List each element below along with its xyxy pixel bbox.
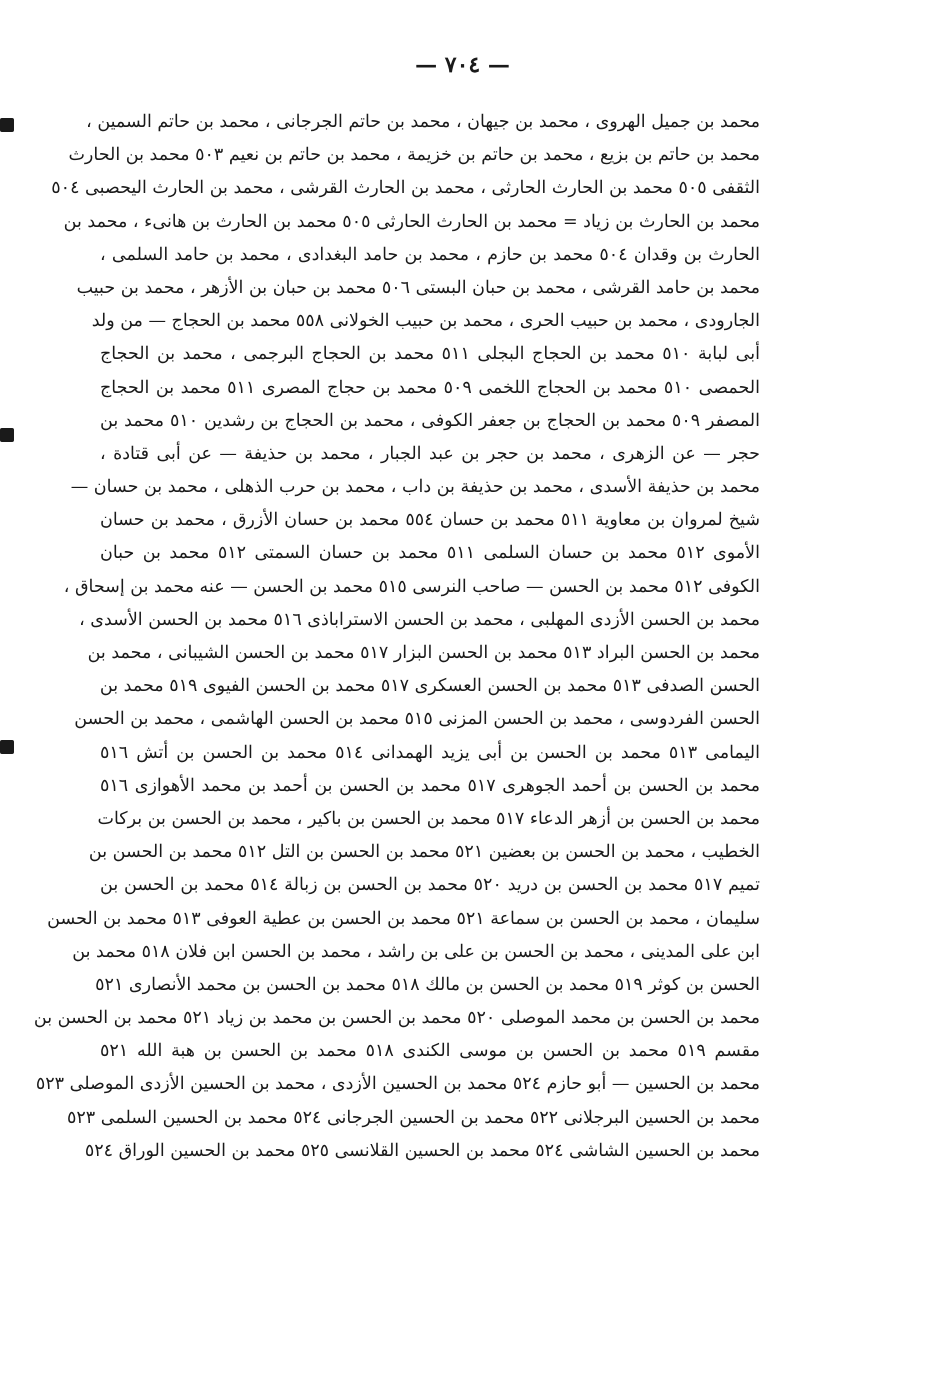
index-line: محمد بن الحارث بن زياد = محمد بن الحارث الحارثى ٥٠٥ محمد بن الحارث بن هانىء ، محمد بن: [63, 211, 760, 232]
index-line: محمد بن الحسن البراد ٥١٣ محمد بن الحسن البزار ٥١٧ محمد بن الحسن الشيبانى ، محمد بن: [87, 643, 760, 663]
index-line: الكوفى ٥١٢ محمد بن الحسن — صاحب النرسى ٥١٥ محمد بن الحسن — عنه محمد بن إسحاق ،: [63, 576, 760, 597]
index-line: الحارث بن وقدان ٥٠٤ محمد بن حازم ، محمد بن حامد البغدادى ، محمد بن حامد السلمى ،: [100, 244, 760, 265]
scan-mark-top: [0, 118, 14, 132]
index-line: ابن على المدينى ، محمد بن الحسن بن على بن راشد ، محمد بن الحسن ابن فلان ٥١٨ محمد بن: [72, 941, 760, 962]
index-line: أبى لبابة ٥١٠ محمد بن الحجاج البجلى ٥١١ محمد بن الحجاج البرجمى ، محمد بن الحجاج: [100, 344, 760, 365]
scan-mark-middle: [0, 428, 14, 442]
index-line: الثقفى ٥٠٥ محمد بن الحارث الحارثى ، محمد بن الحارث القرشى ، محمد بن الحارث اليحصبى ٥٠٤: [51, 178, 760, 199]
index-line: اليمامى ٥١٣ محمد بن الحسن بن أبى يزيد الهمدانى ٥١٤ محمد بن الحسن بن أتش ٥١٦: [100, 742, 760, 763]
page-number: — ٧٠٤ —: [415, 52, 510, 78]
index-line: شيخ لمروان بن معاوية ٥١١ محمد بن حسان ٥٥٤ محمد بن حسان الأزرق ، محمد بن حسان: [100, 510, 761, 531]
index-text-body: [33, 106, 761, 1276]
index-line: محمد بن الحسين الشاشى ٥٢٤ محمد بن الحسين القلانسى ٥٢٥ محمد بن الحسين الوراق ٥٢٤: [84, 1140, 760, 1161]
index-line: محمد بن الحسن بن أزهر الدعاء ٥١٧ محمد بن الحسن بن باكير ، محمد بن الحسن بن بركات: [97, 808, 760, 829]
index-line: محمد بن حذيفة الأسدى ، محمد بن حذيفة بن داب ، محمد بن حرب الذهلى ، محمد بن حسان —: [70, 477, 760, 498]
index-line: محمد بن حاتم بن بزيع ، محمد بن حاتم بن خزيمة ، محمد بن حاتم بن نعيم ٥٠٣ محمد بن الحارث: [68, 145, 760, 166]
index-line: الأموى ٥١٢ محمد بن حسان السلمى ٥١١ محمد بن حسان السمتى ٥١٢ محمد بن حبان: [100, 543, 760, 564]
index-line: الحسن بن كوثر ٥١٩ محمد بن الحسن بن مالك ٥١٨ محمد بن الحسن بن محمد الأنصارى ٥٢١: [95, 974, 760, 995]
index-line: تميم ٥١٧ محمد بن الحسن بن دريد ٥٢٠ محمد بن الحسن بن زبالة ٥١٤ محمد بن الحسن بن: [100, 875, 760, 896]
index-line: حجر — عن الزهرى ، محمد بن حجر بن عبد الجبار ، محمد بن حذيفة — عن أبى قتادة ،: [100, 443, 760, 464]
index-line: الحسن الصدفى ٥١٣ محمد بن الحسن العسكرى ٥١٧ محمد بن الحسن الفيوى ٥١٩ محمد بن: [99, 676, 760, 697]
index-line: محمد بن جميل الهروى ، محمد بن جيهان ، محمد بن حاتم الجرجانى ، محمد بن حاتم السمين ،: [86, 112, 760, 132]
index-line: المصفر ٥٠٩ محمد بن الحجاج بن جعفر الكوفى ، محمد بن الحجاج بن رشدين ٥١٠ محمد بن: [100, 410, 761, 431]
index-line: محمد بن الحسين البرجلانى ٥٢٢ محمد بن الحسين الجرجانى ٥٢٤ محمد بن الحسين السلمى ٥٢٣: [66, 1107, 760, 1128]
index-line: محمد بن الحسن بن محمد الموصلى ٥٢٠ محمد بن الحسن بن محمد بن زياد ٥٢١ محمد بن الحسن بن: [33, 1008, 760, 1029]
index-line: سليمان ، محمد بن الحسن بن سماعة ٥٢١ محمد بن الحسن بن عطية العوفى ٥١٣ محمد بن الحسن: [47, 908, 760, 929]
index-line: محمد بن الحسن الأزدى المهلبى ، محمد بن الحسن الاستراباذى ٥١٦ محمد بن الحسن الأسدى ،: [79, 609, 760, 630]
index-line: محمد بن الحسن بن أحمد الجوهرى ٥١٧ محمد بن الحسن بن أحمد بن محمد الأهوازى ٥١٦: [100, 775, 760, 796]
index-line: الحسن الفردوسى ، محمد بن الحسن المزنى ٥١٥ محمد بن الحسن الهاشمى ، محمد بن الحسن: [74, 709, 760, 730]
index-line: الحمصى ٥١٠ محمد بن الحجاج اللخمى ٥٠٩ محمد بن حجاج المصرى ٥١١ محمد بن الحجاج: [100, 377, 761, 398]
index-line: محمد بن حامد القرشى ، محمد بن حبان البستى ٥٠٦ محمد بن حبان بن الأزهر ، محمد بن حبيب: [76, 277, 760, 298]
scan-mark-lower: [0, 740, 14, 754]
index-line: الجارودى ، محمد بن حبيب الحرى ، محمد بن حبيب الخولانى ٥٥٨ محمد بن الحجاج — من ولد: [91, 311, 760, 332]
index-line: محمد بن الحسين — أبو حازم ٥٢٤ محمد بن الحسين الأزدى ، محمد بن الحسين الأزدى الموصلى ٥٢٣: [35, 1074, 760, 1095]
index-line: مقسم ٥١٩ محمد بن الحسن بن موسى الكندى ٥١٨ محمد بن الحسن بن هبة الله ٥٢١: [100, 1041, 760, 1062]
index-line: الخطيب ، محمد بن الحسن بن بعضين ٥٢١ محمد بن الحسن بن التل ٥١٢ محمد بن الحسن بن: [88, 842, 760, 863]
